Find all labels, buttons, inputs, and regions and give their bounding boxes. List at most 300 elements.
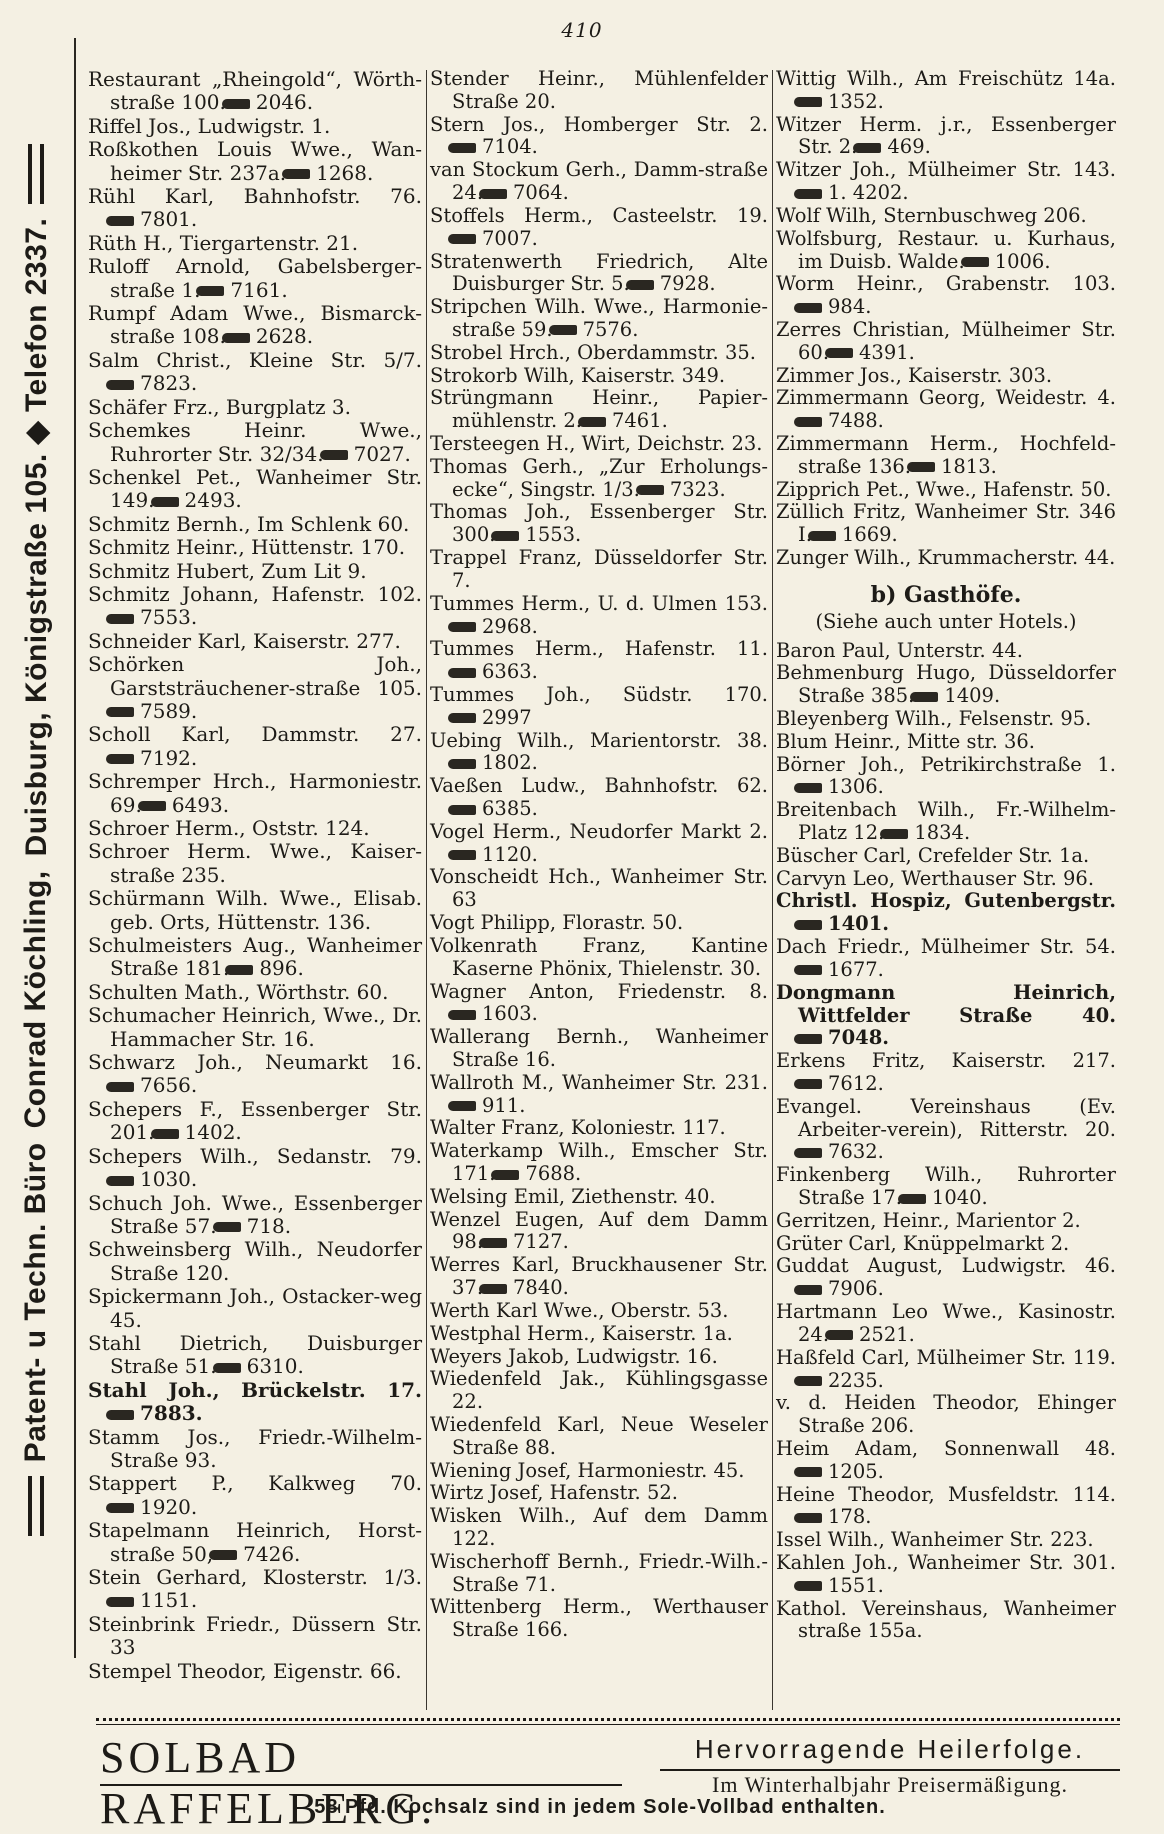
bottom-ad-claim: Hervorragende Heilerfolge. <box>660 1734 1120 1771</box>
directory-entry <box>776 845 1116 868</box>
directory-entry <box>88 1004 422 1051</box>
telephone-number: 896. <box>247 957 304 980</box>
entry-text: Werres Karl, Bruckhausener Str. 37. <box>430 1253 768 1300</box>
directory-entry <box>430 547 768 593</box>
entry-text: Wirtz Josef, Hafenstr. 52. <box>430 1481 678 1505</box>
entry-text: Kathol. Vereinshaus, Wanheimer straße 155a. <box>776 1596 1116 1643</box>
directory-entry <box>430 593 768 639</box>
directory-entry <box>430 935 768 981</box>
entry-text: Schweinsberg Wilh., Neudorfer Straße 120. <box>88 1237 422 1285</box>
entry-text: Christl. Hospiz, Gutenbergstr. <box>776 889 1116 913</box>
entry-text: Wiedenfeld Jak., Kühlingsgasse 22. <box>430 1367 768 1414</box>
directory-entry <box>430 1140 768 1186</box>
entry-text: Steinbrink Friedr., Düssern Str. 33 <box>88 1611 422 1660</box>
directory-column-1 <box>88 68 422 1706</box>
directory-entry <box>430 1414 768 1460</box>
directory-entry <box>88 396 422 419</box>
directory-entry <box>430 433 768 456</box>
directory-entry <box>88 770 422 817</box>
directory-column-3 <box>776 68 1116 1706</box>
entry-text: Wenzel Eugen, Auf dem Damm 98. <box>430 1207 768 1254</box>
entry-text: Behmenburg Hugo, Düsseldorfer Straße 385. <box>776 661 1116 708</box>
entry-text: Grüter Carl, Knüppelmarkt 2. <box>776 1231 1070 1255</box>
directory-entry <box>88 115 422 138</box>
entry-text: Stender Heinr., Mühlenfelder Straße 20. <box>430 67 768 113</box>
telephone-number: 7161. <box>218 279 287 302</box>
telephone-number: 1306. <box>816 776 884 799</box>
entry-text: Evangel. Vereinshaus (Ev. Arbeiter-verein), Ritterstr. 20. <box>776 1094 1116 1141</box>
directory-entry <box>430 1117 768 1140</box>
entry-text: Spickermann Joh., Ostacker-weg 45. <box>88 1284 422 1332</box>
directory-entry <box>430 387 768 433</box>
telephone-number: 7007. <box>470 228 538 251</box>
column-divider <box>426 70 427 1710</box>
entry-text: Schemkes Heinr. Wwe., Ruhrorter Str. 32/34. <box>88 418 422 466</box>
directory-entry <box>88 1098 422 1145</box>
entry-text: Rumpf Adam Wwe., Bismarck-straße 108. <box>88 301 422 349</box>
directory-entry <box>88 466 422 513</box>
directory-entry <box>776 319 1116 365</box>
entry-text: Schmitz Bernh., Im Schlenk 60. <box>88 511 410 536</box>
entry-text: Wittig Wilh., Am Freischütz 14a. <box>776 67 1116 90</box>
telephone-number: 7612. <box>816 1073 884 1096</box>
telephone-number: 7488. <box>816 410 884 433</box>
entry-text: Guddat August, Ludwigstr. 46. <box>776 1254 1116 1278</box>
telephone-number: 1040. <box>920 1187 988 1210</box>
telephone-number: 7064. <box>501 182 569 205</box>
directory-entry <box>88 513 422 536</box>
entry-text: Wittenberg Herm., Werthauser Straße 166. <box>430 1595 768 1642</box>
telephone-number: 1409. <box>932 685 1000 708</box>
telephone-number: 911. <box>470 1095 525 1118</box>
telephone-number: 718. <box>235 1215 292 1238</box>
directory-entry <box>88 560 422 583</box>
entry-text: Scholl Karl, Dammstr. 27. <box>88 722 422 747</box>
side-ad-bar-right <box>28 144 44 204</box>
directory-entry <box>430 456 768 502</box>
directory-entry <box>430 205 768 251</box>
entry-text: Witzer Joh., Mülheimer Str. 143. <box>776 158 1116 182</box>
entry-text: Vogt Philipp, Florastr. 50. <box>430 911 684 935</box>
directory-entry <box>430 1026 768 1072</box>
telephone-number: 7192. <box>128 747 197 770</box>
entry-text: Haßfeld Carl, Mülheimer Str. 119. <box>776 1345 1116 1369</box>
telephone-number: 7840. <box>501 1277 569 1300</box>
bottom-ad-title-underline <box>100 1784 622 1786</box>
directory-entry <box>776 205 1116 228</box>
directory-entry <box>430 1505 768 1551</box>
directory-entry <box>430 1551 768 1597</box>
entry-text: Schulten Math., Wörthstr. 60. <box>88 979 389 1004</box>
directory-entry <box>430 775 768 821</box>
entry-text: Schwarz Joh., Neumarkt 16. <box>88 1050 422 1075</box>
directory-entry <box>430 342 768 365</box>
directory-entry <box>430 1323 768 1346</box>
side-rule <box>74 38 76 1658</box>
entry-text: Tummes Herm., Hafenstr. 11. <box>430 637 768 661</box>
entry-text: Schäfer Frz., Burgplatz 3. <box>88 394 351 419</box>
directory-entry <box>776 868 1116 891</box>
directory-entry <box>430 114 768 160</box>
entry-text: Zimmer Jos., Kaiserstr. 303. <box>776 363 1053 387</box>
entry-text: Börner Joh., Petrikirchstraße 1. <box>776 752 1116 776</box>
entry-text: van Stockum Gerh., Damm-straße 24. <box>430 158 768 205</box>
entry-text: Uebing Wilh., Marientorstr. 38. <box>430 728 768 752</box>
bottom-ad-title: SOLBAD RAFFELBERG. <box>100 1733 437 1833</box>
telephone-number: 1402. <box>173 1121 242 1144</box>
directory-entry <box>430 1596 768 1642</box>
side-ad-bar-left <box>28 1476 44 1536</box>
entry-text: Strobel Hrch., Oberdammstr. 35. <box>430 340 756 364</box>
directory-entry <box>88 68 422 115</box>
directory-entry <box>776 936 1116 982</box>
telephone-number: 7104. <box>470 136 538 159</box>
entry-text: Schneider Karl, Kaiserstr. 277. <box>88 628 401 653</box>
directory-entry <box>88 255 422 302</box>
directory-entry <box>88 1660 422 1683</box>
directory-entry <box>776 731 1116 754</box>
entry-text: Vonscheidt Hch., Wanheimer Str. 63 <box>430 865 768 912</box>
telephone-number: 1669. <box>830 524 898 547</box>
entry-text: Hartmann Leo Wwe., Kasinostr. 24. <box>776 1300 1116 1346</box>
directory-entry <box>88 887 422 934</box>
bottom-ad-offer: Im Winterhalbjahr Preisermäßigung. <box>712 1772 1068 1797</box>
entry-text: Erkens Fritz, Kaiserstr. 217. <box>776 1049 1116 1073</box>
entry-text: Kahlen Joh., Wanheimer Str. 301. <box>776 1551 1116 1574</box>
entry-text: Schulmeisters Aug., Wanheimer Straße 181. <box>88 933 422 981</box>
entry-text: Rüth H., Tiergartenstr. 21. <box>88 230 359 255</box>
entry-text: Zunger Wilh., Krummacherstr. 44. <box>776 546 1116 570</box>
directory-entry <box>88 1426 422 1473</box>
directory-entry <box>88 981 422 1004</box>
directory-entry <box>776 1484 1116 1530</box>
entry-text: Zerres Christian, Mülheimer Str. 60. <box>776 317 1116 364</box>
directory-entry <box>776 1233 1116 1256</box>
directory-entry <box>776 982 1116 1050</box>
directory-entry <box>430 251 768 297</box>
entry-text: Schepers F., Essenberger Str. 201. <box>88 1096 422 1145</box>
side-advertisement <box>0 30 72 1650</box>
entry-text: v. d. Heiden Theodor, Ehinger Straße 206. <box>776 1391 1116 1438</box>
entry-text: Stahl Joh., Brückelstr. 17. <box>88 1377 422 1402</box>
directory-entry <box>88 1238 422 1285</box>
entry-text: Wallroth M., Wanheimer Str. 231. <box>430 1070 768 1094</box>
directory-entry <box>430 1209 768 1255</box>
entry-text: Stahl Dietrich, Duisburger Straße 51. <box>88 1330 422 1379</box>
directory-entry <box>88 1145 422 1192</box>
telephone-number: 2046. <box>244 91 313 114</box>
entry-text: Schumacher Heinrich, Wwe., Dr. Hammacher Str. 16. <box>88 1003 422 1051</box>
directory-entry <box>776 1050 1116 1096</box>
entry-text: Salm Christ., Kleine Str. 5/7. <box>88 347 422 372</box>
entry-text: Werth Karl Wwe., Oberstr. 53. <box>430 1298 729 1322</box>
directory-entry <box>430 159 768 205</box>
side-ad-suffix: Duisburg, Königstraße 105. ◆ Telefon 2337. <box>19 217 53 857</box>
telephone-number: 1151. <box>128 1589 197 1612</box>
directory-entry <box>88 653 422 723</box>
entry-text: Blum Heinr., Mitte str. 36. <box>776 729 1035 753</box>
telephone-number: 6493. <box>160 794 229 817</box>
directory-entry <box>430 1482 768 1505</box>
page-number: 410 <box>561 18 603 42</box>
directory-entry <box>430 1072 768 1118</box>
directory-entry <box>776 1347 1116 1393</box>
column-divider <box>772 70 773 1710</box>
telephone-number: 1802. <box>470 752 538 775</box>
directory-entry <box>430 912 768 935</box>
directory-entry <box>430 1186 768 1209</box>
directory-entry <box>88 1472 422 1519</box>
entry-text: Schenkel Pet., Wanheimer Str. 149. <box>88 464 422 513</box>
telephone-number: 7632. <box>816 1141 884 1164</box>
entry-text: Stern Jos., Homberger Str. 2. <box>430 112 768 136</box>
entry-text: Stapelmann Heinrich, Horst-straße 50, <box>88 1518 422 1566</box>
entry-text: Schmitz Johann, Hafenstr. 102. <box>88 581 422 606</box>
directory-entry <box>88 630 422 653</box>
entry-text: Volkenrath Franz, Kantine Kaserne Phönix, Thielenstr. 30. <box>430 933 768 980</box>
entry-text: Wischerhoff Bernh., Friedr.-Wilh.-Straße 71. <box>430 1549 768 1596</box>
entry-text: Stein Gerhard, Klosterstr. 1/3. <box>88 1565 422 1589</box>
directory-entry <box>88 1332 422 1379</box>
directory-entry <box>776 1210 1116 1233</box>
directory-entry <box>430 866 768 912</box>
directory-entry <box>430 730 768 776</box>
entry-text: Wallerang Bernh., Wanheimer Straße 16. <box>430 1025 768 1071</box>
telephone-number: 984. <box>816 296 871 319</box>
entry-text: Büscher Carl, Crefelder Str. 1a. <box>776 843 1090 867</box>
directory-entry <box>88 1192 422 1239</box>
entry-text: Riffel Jos., Ludwigstr. 1. <box>88 113 331 138</box>
directory-entry <box>776 68 1116 114</box>
entry-text: Stappert P., Kalkweg 70. <box>88 1471 422 1496</box>
telephone-number: 1813. <box>929 456 997 479</box>
telephone-number: 7127. <box>501 1231 569 1254</box>
directory-entry <box>776 640 1116 663</box>
entry-text: Zimmermann Georg, Weidestr. 4. <box>776 386 1116 410</box>
entry-text: Schürmann Wilh. Wwe., Elisab. geb. Orts, Hüttenstr. 136. <box>88 886 422 934</box>
telephone-number: 1006. <box>983 251 1051 274</box>
directory-entry <box>776 228 1116 274</box>
telephone-number: 7883. <box>128 1402 203 1425</box>
directory-entry <box>88 840 422 887</box>
telephone-number: 7048. <box>816 1027 889 1050</box>
directory-entry <box>776 662 1116 708</box>
telephone-number: 7801. <box>128 208 197 231</box>
directory-entry <box>776 387 1116 433</box>
directory-entry <box>430 684 768 730</box>
telephone-number: 1834. <box>902 822 970 845</box>
telephone-number: 1268. <box>304 162 373 185</box>
directory-entry <box>776 365 1116 388</box>
directory-entry <box>430 638 768 684</box>
telephone-number: 1. 4202. <box>816 182 909 205</box>
entry-text: Breitenbach Wilh., Fr.-Wilhelm-Platz 12. <box>776 798 1116 844</box>
telephone-number: 1920. <box>128 1496 197 1519</box>
directory-entry <box>88 536 422 559</box>
directory-entry <box>430 981 768 1027</box>
telephone-number: 1205. <box>816 1461 884 1484</box>
entry-text: Schroer Herm., Oststr. 124. <box>88 816 370 840</box>
telephone-number: 7461. <box>600 410 668 433</box>
entry-text: Dach Friedr., Mülheimer Str. 54. <box>776 935 1116 959</box>
directory-entry <box>430 1300 768 1323</box>
directory-entry <box>88 419 422 466</box>
telephone-number: 7589. <box>128 700 197 723</box>
side-ad-prefix: Patent- u Techn. Büro <box>19 1142 52 1463</box>
directory-entry <box>430 501 768 547</box>
telephone-number: 1030. <box>128 1168 197 1191</box>
directory-entry <box>776 799 1116 845</box>
entry-text: Worm Heinr., Grabenstr. 103. <box>776 272 1116 296</box>
entry-text: Finkenberg Wilh., Ruhrorter Straße 17. <box>776 1163 1116 1209</box>
entry-text: Thomas Gerh., „Zur Erholungs-ecke“, Singstr. 1/3. <box>430 454 768 501</box>
telephone-number: 7688. <box>513 1163 581 1186</box>
entry-text: Vogel Herm., Neudorfer Markt 2. <box>430 819 768 843</box>
entry-text: Baron Paul, Unterstr. 44. <box>776 638 1023 662</box>
entry-text: Westphal Herm., Kaiserstr. 1a. <box>430 1321 733 1345</box>
entry-text: Schroer Herm. Wwe., Kaiser-straße 235. <box>88 839 422 887</box>
directory-entry <box>88 1566 422 1613</box>
directory-entry <box>776 1438 1116 1484</box>
entry-text: Heine Theodor, Musfeldstr. 114. <box>776 1482 1116 1506</box>
telephone-number: 7426. <box>231 1543 300 1566</box>
directory-entry <box>88 232 422 255</box>
entry-text: Heim Adam, Sonnenwall 48. <box>776 1436 1116 1460</box>
telephone-number: 7553. <box>128 606 197 629</box>
entry-text: Züllich Fritz, Wanheimer Str. 346 I. <box>776 500 1116 547</box>
telephone-number: 469. <box>875 136 930 159</box>
section-title-gasthoefe: b) Gasthöfe. <box>870 581 1022 608</box>
directory-entry <box>776 273 1116 319</box>
telephone-number: 178. <box>816 1506 871 1529</box>
directory-entry <box>430 1368 768 1414</box>
directory-entry <box>430 821 768 867</box>
telephone-number: 7656. <box>128 1074 197 1097</box>
directory-entry <box>776 479 1116 502</box>
directory-entry <box>776 1529 1116 1552</box>
telephone-number: 6310. <box>235 1355 304 1378</box>
directory-entry <box>776 890 1116 936</box>
entry-text: Rühl Karl, Bahnhofstr. 76. <box>88 184 422 209</box>
directory-entry <box>776 1255 1116 1301</box>
directory-entry <box>430 1460 768 1483</box>
entry-text: Schuch Joh. Wwe., Essenberger Straße 57. <box>88 1190 422 1238</box>
entry-text: Zimmermann Herm., Hochfeld-straße 136. <box>776 432 1116 478</box>
telephone-number: 2493. <box>173 489 242 512</box>
directory-entry <box>776 1301 1116 1347</box>
directory-entry <box>430 68 768 114</box>
bottom-rule <box>96 1724 1120 1725</box>
directory-entry <box>430 365 768 388</box>
entry-text: Schörken Joh., Garststräuchener-straße 105. <box>88 652 422 700</box>
entry-text: Wisken Wilh., Auf dem Damm 122. <box>430 1504 768 1550</box>
entry-text: Strüngmann Heinr., Papier-mühlenstr. 2. <box>430 386 768 433</box>
entry-text: Waterkamp Wilh., Emscher Str. 171. <box>430 1139 768 1185</box>
entry-text: Dongmann Heinrich, Wittfelder Straße 40. <box>776 980 1116 1027</box>
directory-entry <box>776 547 1116 570</box>
telephone-number: 6385. <box>470 798 538 821</box>
telephone-number: 2628. <box>244 325 313 348</box>
gasthoefe-list <box>776 640 1116 1644</box>
entry-text: Trappel Franz, Düsseldorfer Str. 7. <box>430 546 768 592</box>
directory-entry <box>776 501 1116 547</box>
directory-entry <box>88 723 422 770</box>
telephone-number: 1352. <box>816 91 884 114</box>
entry-text: Stratenwerth Friedrich, Alte Duisburger Str. 5. <box>430 249 768 296</box>
entry-text: Carvyn Leo, Werthauser Str. 96. <box>776 866 1095 890</box>
entry-text: Walter Franz, Koloniestr. 117. <box>430 1116 726 1140</box>
directory-entry <box>776 1164 1116 1210</box>
directory-entry <box>776 754 1116 800</box>
directory-entry <box>776 1598 1116 1644</box>
entry-text: Tummes Joh., Südstr. 170. <box>430 682 768 706</box>
entry-text: Wiening Josef, Harmoniestr. 45. <box>430 1458 745 1482</box>
directory-entry <box>88 1519 422 1566</box>
directory-entry <box>88 138 422 185</box>
directory-entry <box>430 1254 768 1300</box>
entry-text: Stempel Theodor, Eigenstr. 66. <box>88 1658 402 1683</box>
entry-text: Tummes Herm., U. d. Ulmen 153. <box>430 591 768 615</box>
restaurant-list-end <box>776 68 1116 570</box>
entry-text: Welsing Emil, Ziethenstr. 40. <box>430 1184 716 1208</box>
telephone-number: 1401. <box>816 913 889 936</box>
telephone-number: 6363. <box>470 661 538 684</box>
telephone-number: 2235. <box>816 1370 884 1393</box>
directory-entry <box>776 1096 1116 1164</box>
entry-text: Stamm Jos., Friedr.-Wilhelm-Straße 93. <box>88 1424 422 1472</box>
directory-entry <box>88 1051 422 1098</box>
telephone-number: 2997 <box>470 707 532 730</box>
directory-entry <box>88 817 422 840</box>
entry-text: Thomas Joh., Essenberger Str. 300. <box>430 500 768 547</box>
entry-text: Gerritzen, Heinr., Marientor 2. <box>776 1208 1081 1232</box>
directory-entry <box>88 583 422 630</box>
directory-entry <box>88 302 422 349</box>
telephone-number: 7576. <box>571 319 639 342</box>
telephone-number: 1551. <box>816 1575 884 1598</box>
entry-text: Restaurant „Rheingold“, Wörth-straße 100. <box>88 67 422 115</box>
telephone-number: 7928. <box>648 273 716 296</box>
telephone-number: 7823. <box>128 372 197 395</box>
entry-text: Schmitz Hubert, Zum Lit 9. <box>88 558 367 583</box>
entry-text: Issel Wilh., Wanheimer Str. 223. <box>776 1528 1094 1552</box>
entry-text: Vaeßen Ludw., Bahnhofstr. 62. <box>430 774 768 798</box>
entry-text: Schmitz Heinr., Hüttenstr. 170. <box>88 535 406 560</box>
directory-entry <box>88 1285 422 1332</box>
directory-entry <box>776 708 1116 731</box>
entry-text: Strokorb Wilh, Kaiserstr. 349. <box>430 363 726 387</box>
telephone-number: 1677. <box>816 959 884 982</box>
telephone-number: 1120. <box>470 844 538 867</box>
directory-entry <box>776 159 1116 205</box>
directory-entry <box>776 114 1116 160</box>
entry-text: Bleyenberg Wilh., Felsenstr. 95. <box>776 706 1092 730</box>
telephone-number: 2968. <box>470 616 538 639</box>
telephone-number: 7323. <box>658 479 726 502</box>
entry-text: Stripchen Wilh. Wwe., Harmonie-straße 59. <box>430 295 768 341</box>
side-ad-name: Conrad Köchling, <box>19 870 52 1129</box>
entry-text: Schepers Wilh., Sedanstr. 79. <box>88 1143 422 1168</box>
bottom-dotted-rule <box>96 1718 1120 1721</box>
telephone-number: 1553. <box>513 524 581 547</box>
entry-text: Wiedenfeld Karl, Neue Weseler Straße 88. <box>430 1412 768 1459</box>
bottom-ad-salt: 58 Pfd. Kochsalz sind in jedem Sole-Vollbad enthalten. <box>314 1796 886 1818</box>
entry-text: Ruloff Arnold, Gabelsberger-straße 1. <box>88 254 422 302</box>
telephone-number: 1603. <box>470 1003 538 1026</box>
entry-text: Tersteegen H., Wirt, Deichstr. 23. <box>430 432 763 455</box>
directory-entry <box>88 1613 422 1660</box>
directory-entry <box>88 349 422 396</box>
